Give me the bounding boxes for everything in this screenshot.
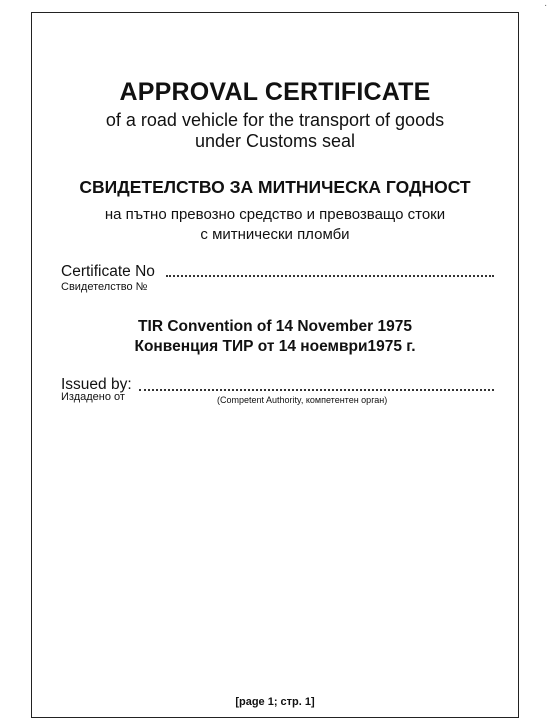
document-subtitle-line1: of a road vehicle for the transport of goods	[105, 110, 445, 130]
certificate-number-field[interactable]	[166, 275, 494, 277]
document-title-bg: СВИДЕТЕЛСТВО ЗА МИТНИЧЕСКА ГОДНОСТ	[79, 177, 471, 197]
document-subtitle-line2: under Customs seal	[194, 131, 356, 151]
convention-bg: Конвенция ТИР от 14 ноември1975 г.	[134, 338, 416, 355]
certificate-number-label-bg: Свидетелство №	[61, 281, 148, 293]
document-title: APPROVAL CERTIFICATE	[119, 78, 431, 106]
certificate-number-label: Certificate No	[61, 263, 155, 280]
document-subtitle-bg-line1: на пътно превозно средство и превозващо стоки	[104, 206, 446, 223]
convention-en: TIR Convention of 14 November 1975	[138, 318, 412, 335]
issued-by-label: Issued by:	[61, 376, 132, 393]
corner-mark: .	[544, 0, 547, 9]
page-footer: [page 1; стр. 1]	[235, 696, 315, 708]
issued-by-caption: (Competent Authority, компетентен орган)	[217, 395, 388, 405]
document-subtitle-bg-line2: с митнически пломби	[200, 226, 350, 243]
issued-by-label-bg: Издадено от	[61, 391, 125, 403]
certificate-page	[31, 12, 519, 718]
issued-by-field[interactable]	[139, 389, 494, 391]
